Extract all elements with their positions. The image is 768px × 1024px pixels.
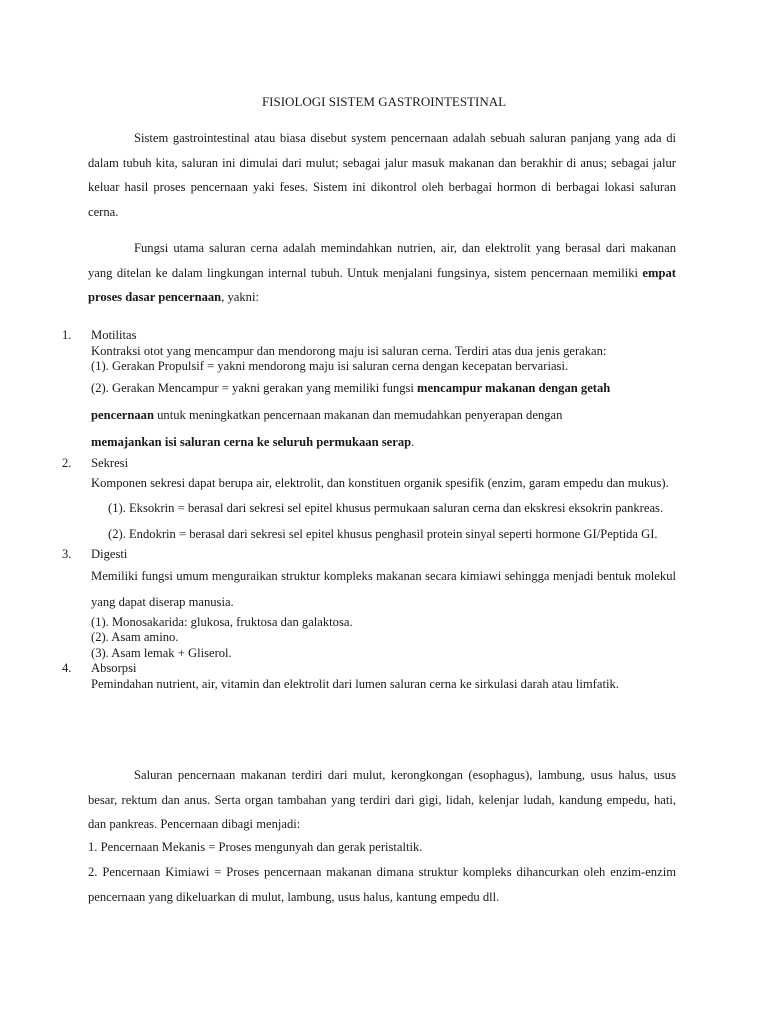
paragraph-chemical: 2. Pencernaan Kimiawi = Proses pencernaan makanan dimana struktur kompleks dihancurkan oleh enzim-enzim pencernaan yang dikeluarkan di mulut, lambung, usus halus, kantung empedu dll. <box>88 865 676 904</box>
process-list <box>62 328 676 692</box>
list-item-absorpsi <box>62 661 676 692</box>
list-subitem: (2). Gerakan Mencampur = yakni gerakan yang memiliki fungsi mencampur makanan dengan getah <box>91 380 611 395</box>
list-number: 2. <box>62 455 72 470</box>
paragraph-digestive-tract <box>88 763 676 837</box>
list-subitem-cont: memajankan isi saluran cerna ke seluruh permukaan serap. <box>91 434 415 449</box>
paragraph-intro-text: Sistem gastrointestinal atau biasa disebut system pencernaan adalah sebuah saluran panjang yang ada di dalam tubuh kita, saluran ini dimulai dari mulut; sebagai jalur masuk makanan dan berakhir di anus; sebagai jalur keluar hasil proses pencernaan yaki feses. Sistem ini dikontrol oleh berbagai hormon di berbagai lokasi saluran cerna. <box>88 131 676 219</box>
list-subitem: (1). Eksokrin = berasal dari sekresi sel epitel khusus permukaan saluran cerna dan ekskresi eksokrin pankreas. <box>108 501 664 515</box>
list-heading: Digesti <box>91 547 128 561</box>
paragraph-functions <box>88 236 676 310</box>
list-number: 3. <box>62 547 72 561</box>
paragraph-intro <box>88 126 676 224</box>
list-number: 4. <box>62 661 72 675</box>
list-heading: Sekresi <box>91 455 129 470</box>
list-number: 1. <box>62 328 72 342</box>
paragraph-digestive-tract-text: Saluran pencernaan makanan terdiri dari mulut, kerongkongan (esophagus), lambung, usus halus, usus besar, rektum dan anus. Serta organ tambahan yang terdiri dari gigi, lidah, kelenjar ludah, kandung empedu, hati, dan pankreas. Pencernaan dibagi menjadi: <box>88 768 676 831</box>
paragraph-mechanical: 1. Pencernaan Mekanis = Proses mengunyah dan gerak peristaltik. <box>88 840 423 854</box>
list-subitem: (1). Gerakan Propulsif = yakni mendorong maju isi saluran cerna dengan kecepatan bervariasi. <box>91 359 569 373</box>
list-subitem: (1). Monosakarida: glukosa, fruktosa dan galaktosa. <box>91 614 353 629</box>
paragraph-functions-text: Fungsi utama saluran cerna adalah memindahkan nutrien, air, dan elektrolit yang berasal dari makanan yang ditelan ke dalam lingkungan internal tubuh. Untuk menjalani fungsinya, sistem pencernaan memiliki <box>88 241 676 280</box>
list-heading: Motilitas <box>91 328 137 342</box>
list-item-sekresi <box>62 456 676 548</box>
list-description: Komponen sekresi dapat berupa air, elektrolit, dan konstituen organik spesifik (enzim, garam empedu dan mukus). <box>91 476 669 490</box>
list-item-digesti <box>62 547 676 661</box>
list-subitem: (2). Asam amino. <box>91 630 179 644</box>
paragraph-functions-bold: empat proses dasar pencernaan <box>88 265 676 304</box>
list-heading: Absorpsi <box>91 661 137 675</box>
list-description: Pemindahan nutrient, air, vitamin dan elektrolit dari lumen saluran cerna ke sirkulasi darah atau limfatik. <box>91 676 619 691</box>
list-subitem-cont: pencernaan untuk meningkatkan pencernaan makanan dan memudahkan penyerapan dengan <box>91 407 563 422</box>
document-title: FISIOLOGI SISTEM GASTROINTESTINAL <box>261 94 507 109</box>
list-description: Memiliki fungsi umum menguraikan struktur kompleks makanan secara kimiawi sehingga menjadi bentuk molekul yang dapat diserap manusia. <box>91 568 676 609</box>
list-subitem: (3). Asam lemak + Gliserol. <box>91 645 232 660</box>
list-item-motilitas <box>62 328 676 456</box>
list-subitem: (2). Endokrin = berasal dari sekresi sel epitel khusus penghasil protein sinyal seperti hormone GI/Peptida GI. <box>108 527 658 541</box>
paragraph-functions-end: , yakni: <box>221 290 259 304</box>
list-description: Kontraksi otot yang mencampur dan mendorong maju isi saluran cerna. Terdiri atas dua jenis gerakan: <box>91 343 607 358</box>
